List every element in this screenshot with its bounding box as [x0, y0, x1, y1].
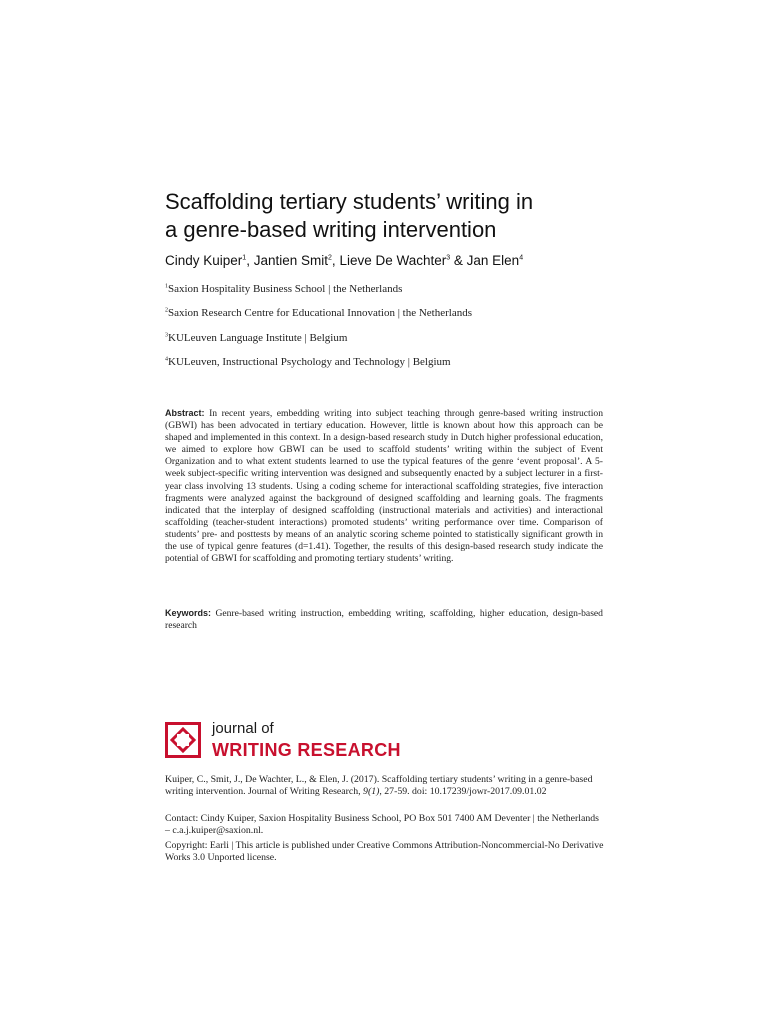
citation-volume: 9(1): [363, 786, 380, 798]
author-sup: 1: [242, 254, 247, 262]
affiliation: [165, 307, 605, 319]
keywords-text: Genre-based writing instruction, embedding writing, scaffolding, higher education, design-based research: [165, 608, 603, 632]
affiliation-text: Saxion Hospitality Business School | the Netherlands: [168, 283, 403, 295]
author-sup: 4: [519, 254, 524, 262]
affiliation-sup: 1: [165, 283, 168, 290]
author-name: Jan Elen: [466, 253, 520, 268]
contact-info: Contact: Cindy Kuiper, Saxion Hospitality Business School, PO Box 501 7400 AM Deventer | the Netherlands – c.a.j.kuiper@saxion.nl.: [165, 813, 599, 837]
keywords: [165, 607, 603, 632]
affiliation-sup: 2: [165, 307, 168, 314]
citation: [165, 774, 605, 798]
affiliation-sup: 4: [165, 356, 168, 363]
abstract-text: In recent years, embedding writing into subject teaching through genre-based writing instruction (GBWI) has been advocated in tertiary education. However, little is known about how this approach can be shaped and implemented in this context. In a design-based research study in Dutch higher professional education, we aimed to explore how GBWI can be used to scaffold students’ writing within the subject of Event Organization and to what extent students learned to use the typical features of the genre ‘event proposal’. A 5-week subject-specific writing intervention was designed and subsequently enacted by a subject lecturer in a first-year class involving 13 students. Using a coding scheme for interactional scaffolding strategies, five interaction fragments were analyzed against the background of designed scaffolding and learning goals. The fragments indicated that the interplay of designed scaffolding (instructional materials and activities) and interactional scaffolding (teacher-student interactions) promoted students’ writing performance over time. Comparison of students’ pre- and posttests by means of an analytic scoring scheme pointed to statistically significant growth in the use of typical genre features (d=1.41). Together, the results of this design-based research study indicate the potential of GBWI for scaffolding and promoting tertiary students’ writing.: [165, 408, 603, 565]
citation-text: Kuiper, C., Smit, J., De Wachter, L., & Elen, J. (2017). Scaffolding tertiary students’ writing in a genre-based writing intervention. Journal of Writing Research,: [165, 774, 593, 798]
copyright-notice: Copyright: Earli | This article is published under Creative Commons Attribution-Noncommercial-No Derivative Works 3.0 Unported license.: [165, 840, 604, 864]
author-separator: ,: [331, 253, 340, 268]
title-line-2: a genre-based writing intervention: [165, 217, 497, 242]
affiliation: [165, 356, 605, 368]
citation-doi: , 27-59. doi: 10.17239/jowr-2017.09.01.02: [379, 786, 547, 798]
abstract: [165, 407, 603, 565]
journal-logo-line-1: journal of: [212, 720, 274, 737]
author-list: [165, 253, 605, 268]
affiliation: [165, 332, 605, 344]
affiliation-text: Saxion Research Centre for Educational Innovation | the Netherlands: [168, 307, 472, 319]
author-sup: 3: [446, 254, 451, 262]
article-title: [165, 188, 605, 244]
affiliation-sup: 3: [165, 332, 168, 339]
author-name: Cindy Kuiper: [165, 253, 243, 268]
author-separator: ,: [246, 253, 254, 268]
author-sup: 2: [328, 254, 332, 262]
journal-logo-line-2: WRITING RESEARCH: [212, 740, 401, 760]
title-line-1: Scaffolding tertiary students’ writing in: [165, 189, 534, 214]
journal-logo-icon: [165, 722, 201, 758]
author-separator: &: [450, 253, 467, 268]
abstract-label: Abstract:: [165, 408, 205, 418]
author-name: Lieve De Wachter: [339, 253, 447, 268]
affiliation-text: KULeuven Language Institute | Belgium: [168, 332, 348, 344]
keywords-label: Keywords:: [165, 608, 212, 618]
author-name: Jantien Smit: [253, 253, 329, 268]
affiliation: [165, 283, 605, 295]
affiliation-text: KULeuven, Instructional Psychology and Technology | Belgium: [168, 356, 451, 368]
